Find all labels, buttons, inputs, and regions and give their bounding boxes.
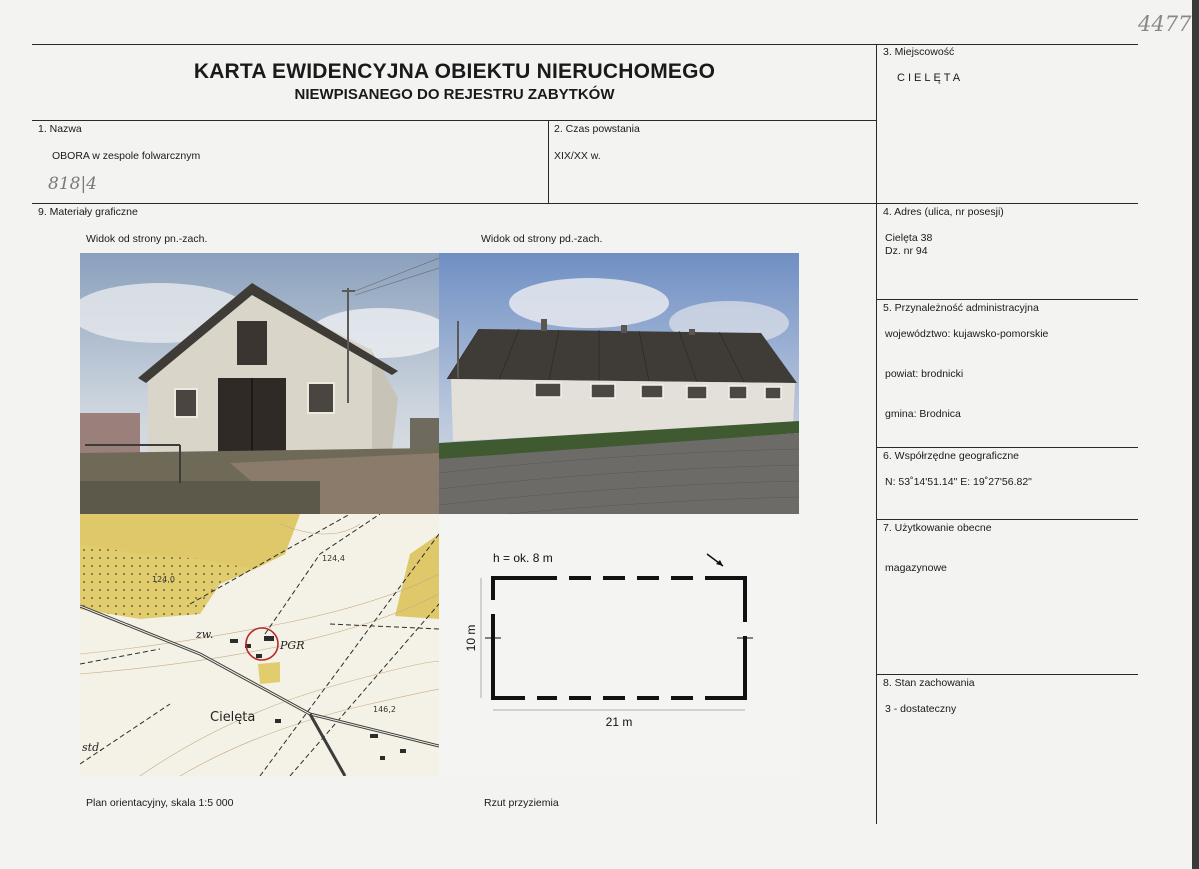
adres-label: 4. Adres (ulica, nr posesji) xyxy=(883,206,1004,218)
barn-long-side-photo xyxy=(439,253,799,514)
photo-northwest-view xyxy=(80,253,439,514)
miejscowosc-label: 3. Miejscowość xyxy=(883,46,955,58)
uzytkowanie-value: magazynowe xyxy=(885,562,947,574)
plan-caption: Rzut przyziemia xyxy=(484,797,559,809)
adres-line1: Cielęta 38 xyxy=(885,232,933,244)
przynaleznosc-label: 5. Przynależność administracyjna xyxy=(883,302,1039,314)
map-elevation-label: 124,4 xyxy=(322,554,345,563)
rule-right-column xyxy=(876,44,877,824)
wspolrzedne-value: N: 53˚14'51.14" E: 19˚27'56.82" xyxy=(885,476,1032,488)
miejscowosc-value: CIELĘTA xyxy=(897,72,964,84)
rule-section8 xyxy=(877,674,1138,675)
wojewodztwo-value: województwo: kujawsko-pomorskie xyxy=(885,328,1049,340)
topographic-map xyxy=(80,514,439,776)
czas-value: XIX/XX w. xyxy=(554,150,601,162)
floor-plan-panel xyxy=(439,514,799,776)
map-label-zw: zw. xyxy=(196,628,214,641)
plan-depth-dimension: 10 m xyxy=(464,624,478,652)
stan-value: 3 - dostateczny xyxy=(885,703,957,715)
map-label-pgr: PGR xyxy=(280,639,305,652)
map-label-std: std. xyxy=(82,741,103,754)
nazwa-handnote: 818|4 xyxy=(48,174,97,194)
floor-plan-drawing xyxy=(439,514,799,776)
orientation-map xyxy=(80,514,439,776)
rule-top xyxy=(32,44,1138,45)
map-caption: Plan orientacyjny, skala 1:5 000 xyxy=(86,797,234,809)
archive-number: 4477 xyxy=(1138,12,1192,36)
adres-line2: Dz. nr 94 xyxy=(885,245,928,257)
map-label-town: Cielęta xyxy=(210,710,256,725)
rule-section6 xyxy=(877,447,1138,448)
gmina-value: gmina: Brodnica xyxy=(885,408,961,420)
photo1-caption: Widok od strony pn.-zach. xyxy=(86,233,208,245)
rule-section9 xyxy=(32,203,1138,204)
rule-name-split xyxy=(548,120,549,203)
powiat-value: powiat: brodnicki xyxy=(885,368,964,380)
photo-southwest-view xyxy=(439,253,799,514)
card-title: KARTA EWIDENCYJNA OBIEKTU NIERUCHOMEGO xyxy=(193,60,716,83)
building-outline xyxy=(493,578,745,698)
nazwa-label: 1. Nazwa xyxy=(38,123,82,135)
stan-label: 8. Stan zachowania xyxy=(883,677,975,689)
czas-label: 2. Czas powstania xyxy=(554,123,640,135)
photo2-caption: Widok od strony pd.-zach. xyxy=(481,233,603,245)
map-elevation-label: 124,0 xyxy=(152,575,175,584)
card-subtitle: NIEWPISANEGO DO REJESTRU ZABYTKÓW xyxy=(294,86,615,103)
rule-title-bottom xyxy=(32,120,877,121)
plan-width-dimension: 21 m xyxy=(605,715,633,729)
map-elevation-label: 146,2 xyxy=(373,705,396,714)
rule-section5 xyxy=(877,299,1138,300)
rule-section7 xyxy=(877,519,1138,520)
barn-gable-photo xyxy=(80,253,439,514)
nazwa-value: OBORA w zespole folwarcznym xyxy=(52,150,201,162)
wspolrzedne-label: 6. Współrzędne geograficzne xyxy=(883,450,1019,462)
materialy-label: 9. Materiały graficzne xyxy=(38,206,138,218)
plan-height-note: h = ok. 8 m xyxy=(493,551,553,565)
uzytkowanie-label: 7. Użytkowanie obecne xyxy=(883,522,992,534)
